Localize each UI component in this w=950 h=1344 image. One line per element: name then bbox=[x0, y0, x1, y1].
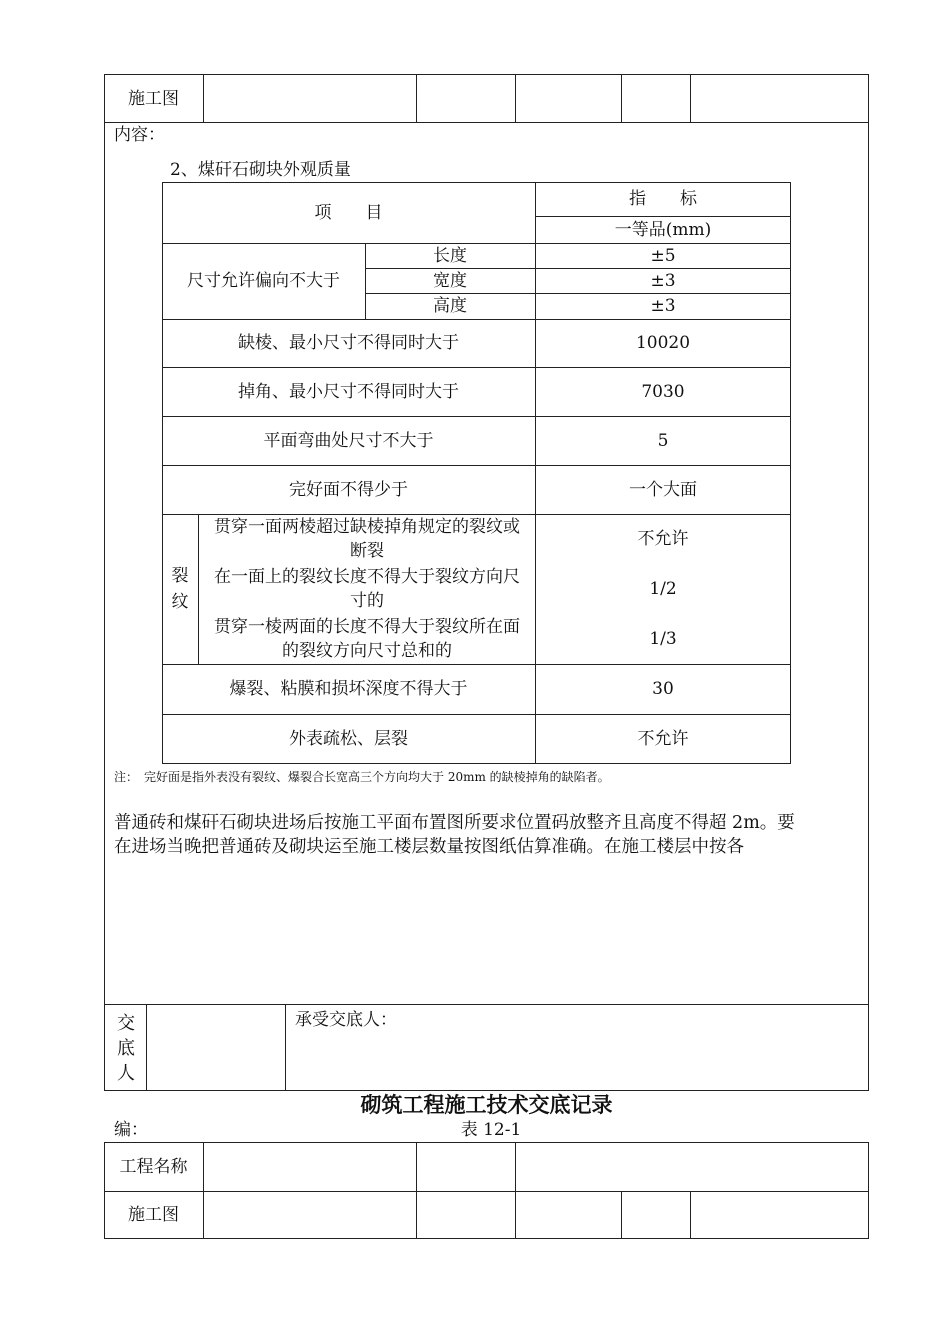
cell-divider bbox=[416, 1142, 417, 1239]
edit-label: 编： bbox=[114, 1120, 148, 1140]
section-title: 2、煤矸石砌块外观质量 bbox=[170, 160, 351, 180]
cell-divider bbox=[621, 74, 622, 123]
crack-row-value: 1/2 bbox=[649, 579, 677, 599]
size-row-value: ±3 bbox=[650, 296, 676, 316]
cell-divider bbox=[416, 74, 417, 123]
crack-row-label: 贯穿一棱两面的长度不得大于裂纹所在面的裂纹方向尺寸总和的 bbox=[214, 617, 520, 661]
row-line bbox=[104, 1191, 869, 1192]
row-value: 7030 bbox=[641, 381, 685, 402]
size-row-label: 长度 bbox=[433, 245, 467, 266]
row-value: 10020 bbox=[635, 333, 691, 353]
crack-row-value: 不允许 bbox=[637, 529, 689, 549]
cell-divider bbox=[515, 74, 516, 123]
drawing-label: 施工图 bbox=[128, 88, 179, 109]
paragraph-line: 普通砖和煤矸石砌块进场后按施工平面布置图所要求位置码放整齐且高度不得超 2m。要 bbox=[114, 813, 795, 833]
cell-divider bbox=[515, 1142, 516, 1239]
table-note: 注： 完好面是指外表没有裂纹、爆裂合长宽高三个方向均大于 20mm 的缺棱掉角的缺陷者。 bbox=[114, 770, 610, 784]
row-label: 掉角、最小尺寸不得同时大于 bbox=[238, 381, 459, 402]
col-index-header: 指 标 bbox=[629, 189, 697, 209]
size-group-label: 尺寸允许偏向不大于 bbox=[187, 271, 340, 291]
size-row-label: 高度 bbox=[433, 296, 467, 316]
crack-row-label: 贯穿一面两棱超过缺棱掉角规定的裂纹或断裂 bbox=[214, 517, 520, 561]
crack-row-label: 在一面上的裂纹长度不得大于裂纹方向尺寸的 bbox=[214, 567, 520, 611]
col-item-header: 项 目 bbox=[314, 202, 383, 223]
table-number: 表 12-1 bbox=[460, 1120, 522, 1140]
giver-char: 交 bbox=[117, 1013, 135, 1034]
signature-row bbox=[104, 1004, 869, 1091]
size-row-label: 宽度 bbox=[433, 270, 467, 291]
row-value: 5 bbox=[657, 430, 669, 451]
record-title: 砌筑工程施工技术交底记录 bbox=[360, 1093, 613, 1117]
receiver-label: 承受交底人： bbox=[295, 1010, 397, 1030]
row-value: 不允许 bbox=[637, 729, 689, 749]
row-value: 一个大面 bbox=[629, 479, 697, 500]
crack-group-text: 裂纹 bbox=[171, 566, 189, 612]
drawing-row bbox=[104, 74, 869, 123]
cell-divider bbox=[621, 1191, 622, 1239]
giver-char: 底 bbox=[117, 1038, 135, 1059]
row-label: 缺棱、最小尺寸不得同时大于 bbox=[238, 333, 459, 353]
row-label: 完好面不得少于 bbox=[289, 479, 408, 500]
row-label: 爆裂、粘膜和损坏深度不得大于 bbox=[229, 679, 468, 699]
size-row-value: ±3 bbox=[650, 270, 676, 291]
row-label: 外表疏松、层裂 bbox=[289, 729, 408, 749]
cell-divider bbox=[203, 74, 204, 123]
paragraph-line: 在进场当晚把普通砖及砌块运至施工楼层数量按图纸估算准确。在施工楼层中按各 bbox=[114, 837, 744, 857]
drawing-label: 施工图 bbox=[128, 1205, 179, 1225]
subcol-divider bbox=[198, 514, 199, 664]
cell-divider bbox=[146, 1004, 147, 1091]
row-value: 30 bbox=[652, 679, 674, 699]
cell-divider bbox=[203, 1142, 204, 1239]
row-label: 平面弯曲处尺寸不大于 bbox=[263, 430, 434, 451]
project-name-label: 工程名称 bbox=[119, 1156, 188, 1177]
content-heading: 内容： bbox=[114, 125, 165, 145]
cell-divider bbox=[690, 1191, 691, 1239]
cell-divider bbox=[285, 1004, 286, 1091]
cell-divider bbox=[690, 74, 691, 123]
col-grade-header: 一等品(mm) bbox=[614, 220, 712, 240]
giver-char: 人 bbox=[117, 1063, 135, 1084]
crack-row-value: 1/3 bbox=[649, 629, 677, 649]
size-row-value: ±5 bbox=[650, 245, 676, 266]
crack-group-label bbox=[162, 514, 198, 664]
